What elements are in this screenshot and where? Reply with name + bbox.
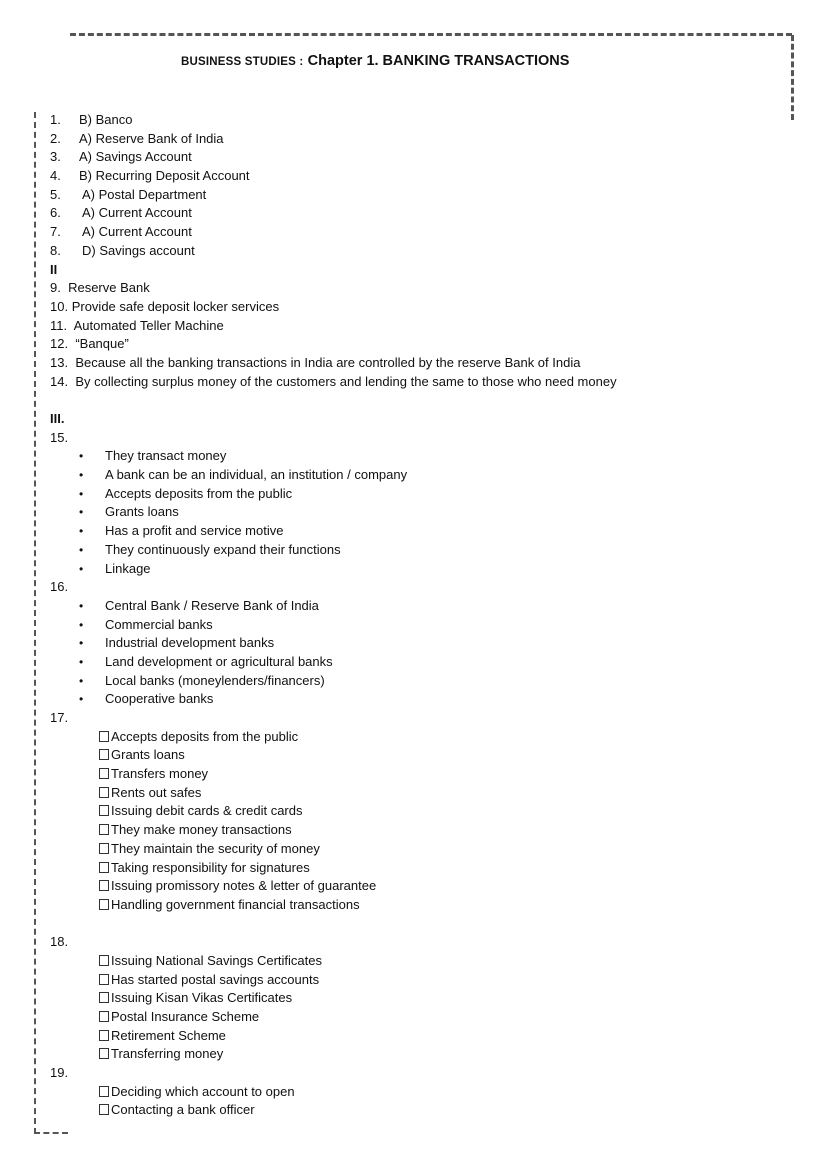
list-item: • Accepts deposits from the public xyxy=(50,485,790,504)
list-item: They make money transactions xyxy=(50,821,790,840)
list-item: • Grants loans xyxy=(50,503,790,522)
list-item: Issuing National Savings Certificates xyxy=(50,952,790,971)
list-item: Transfers money xyxy=(50,765,790,784)
bullet-icon: • xyxy=(79,542,84,557)
list-item: 6. A) Current Account xyxy=(50,205,192,221)
question-number: 16. xyxy=(50,579,69,595)
list-item: Postal Insurance Scheme xyxy=(50,1008,790,1027)
bullet-icon: • xyxy=(79,636,84,651)
missing-glyph-icon xyxy=(99,1011,109,1022)
missing-glyph-icon xyxy=(99,880,109,891)
missing-glyph-icon xyxy=(99,862,109,873)
question-number: 17. xyxy=(50,710,69,725)
question-number: 18. xyxy=(50,934,69,950)
section-2-list xyxy=(50,279,790,391)
list-item: 9. Reserve Bank xyxy=(50,280,150,296)
list-item: 13. Because all the banking transactions in India are controlled by the reserve Bank of India xyxy=(50,354,581,370)
missing-glyph-icon xyxy=(99,805,109,816)
list-item: Handling government financial transactions xyxy=(50,896,790,915)
question-number: 15. xyxy=(50,429,69,445)
answer-sheet xyxy=(50,111,790,1120)
list-item: Accepts deposits from the public xyxy=(50,728,790,747)
list-item: Has started postal savings accounts xyxy=(50,971,790,990)
page-title xyxy=(181,52,569,69)
bullet-icon: • xyxy=(79,598,84,613)
section-1-list xyxy=(50,111,790,261)
list-item: • Commercial banks xyxy=(50,616,790,635)
list-item: • A bank can be an individual, an institution / company xyxy=(50,466,790,485)
missing-glyph-icon xyxy=(99,787,109,798)
page-border-top xyxy=(70,33,792,36)
list-item: Rents out safes xyxy=(50,784,790,803)
missing-glyph-icon xyxy=(99,1030,109,1041)
list-item: 3. A) Savings Account xyxy=(50,149,192,165)
list-item: • Local banks (moneylenders/financers) xyxy=(50,672,790,691)
missing-glyph-icon xyxy=(99,731,109,742)
section-2-heading: II xyxy=(50,261,58,277)
list-item: 7. A) Current Account xyxy=(50,224,192,240)
list-item: Retirement Scheme xyxy=(50,1027,790,1046)
list-item: • Central Bank / Reserve Bank of India xyxy=(50,597,790,616)
bullet-icon: • xyxy=(79,468,84,483)
list-item: • Land development or agricultural banks xyxy=(50,653,790,672)
page-border-right xyxy=(791,35,794,120)
list-item: • Has a profit and service motive xyxy=(50,522,790,541)
list-item: • They continuously expand their functions xyxy=(50,541,790,560)
missing-glyph-icon xyxy=(99,749,109,760)
section-3-heading: III. xyxy=(50,411,65,426)
bullet-icon: • xyxy=(79,673,84,688)
list-item: 2. A) Reserve Bank of India xyxy=(50,130,224,146)
missing-glyph-icon xyxy=(99,992,109,1003)
list-item: Taking responsibility for signatures xyxy=(50,859,790,878)
list-item: 10. Provide safe deposit locker services xyxy=(50,298,280,314)
list-item: • Cooperative banks xyxy=(50,690,790,709)
missing-glyph-icon xyxy=(99,974,109,985)
bullet-icon: • xyxy=(79,524,84,539)
subject-label: BUSINESS STUDIES : xyxy=(181,56,304,68)
list-item: Grants loans xyxy=(50,746,790,765)
list-item: Issuing promissory notes & letter of guarantee xyxy=(50,877,790,896)
page-border-left xyxy=(34,112,36,1134)
chapter-title: Chapter 1. BANKING TRANSACTIONS xyxy=(307,53,570,69)
bullet-icon: • xyxy=(79,692,84,707)
bullet-icon: • xyxy=(79,449,84,464)
list-item: Issuing Kisan Vikas Certificates xyxy=(50,989,790,1008)
list-item: Issuing debit cards & credit cards xyxy=(50,802,790,821)
question-number: 19. xyxy=(50,1065,69,1081)
missing-glyph-icon xyxy=(99,1048,109,1059)
bullet-icon: • xyxy=(79,617,84,632)
list-item: Contacting a bank officer xyxy=(50,1101,790,1120)
missing-glyph-icon xyxy=(99,899,109,910)
list-item: Deciding which account to open xyxy=(50,1083,790,1102)
missing-glyph-icon xyxy=(99,768,109,779)
list-item: Transferring money xyxy=(50,1045,790,1064)
list-item: 12. “Banque” xyxy=(50,336,129,352)
missing-glyph-icon xyxy=(99,1104,109,1115)
missing-glyph-icon xyxy=(99,824,109,835)
list-item: • Linkage xyxy=(50,560,790,579)
bullet-icon: • xyxy=(79,561,84,576)
bullet-icon: • xyxy=(79,486,84,501)
bullet-icon: • xyxy=(79,654,84,669)
list-item: They maintain the security of money xyxy=(50,840,790,859)
list-item: 11. Automated Teller Machine xyxy=(50,317,224,333)
page-border-bottom xyxy=(34,1132,68,1134)
bullet-icon: • xyxy=(79,505,84,520)
missing-glyph-icon xyxy=(99,1086,109,1097)
list-item: 8. D) Savings account xyxy=(50,242,195,258)
list-item: 4. B) Recurring Deposit Account xyxy=(50,168,250,184)
list-item: • Industrial development banks xyxy=(50,634,790,653)
list-item: • They transact money xyxy=(50,447,790,466)
missing-glyph-icon xyxy=(99,955,109,966)
list-item: 1. B) Banco xyxy=(50,112,133,127)
list-item: 5. A) Postal Department xyxy=(50,186,207,202)
list-item: 14. By collecting surplus money of the customers and lending the same to those who need money xyxy=(50,373,617,389)
missing-glyph-icon xyxy=(99,843,109,854)
